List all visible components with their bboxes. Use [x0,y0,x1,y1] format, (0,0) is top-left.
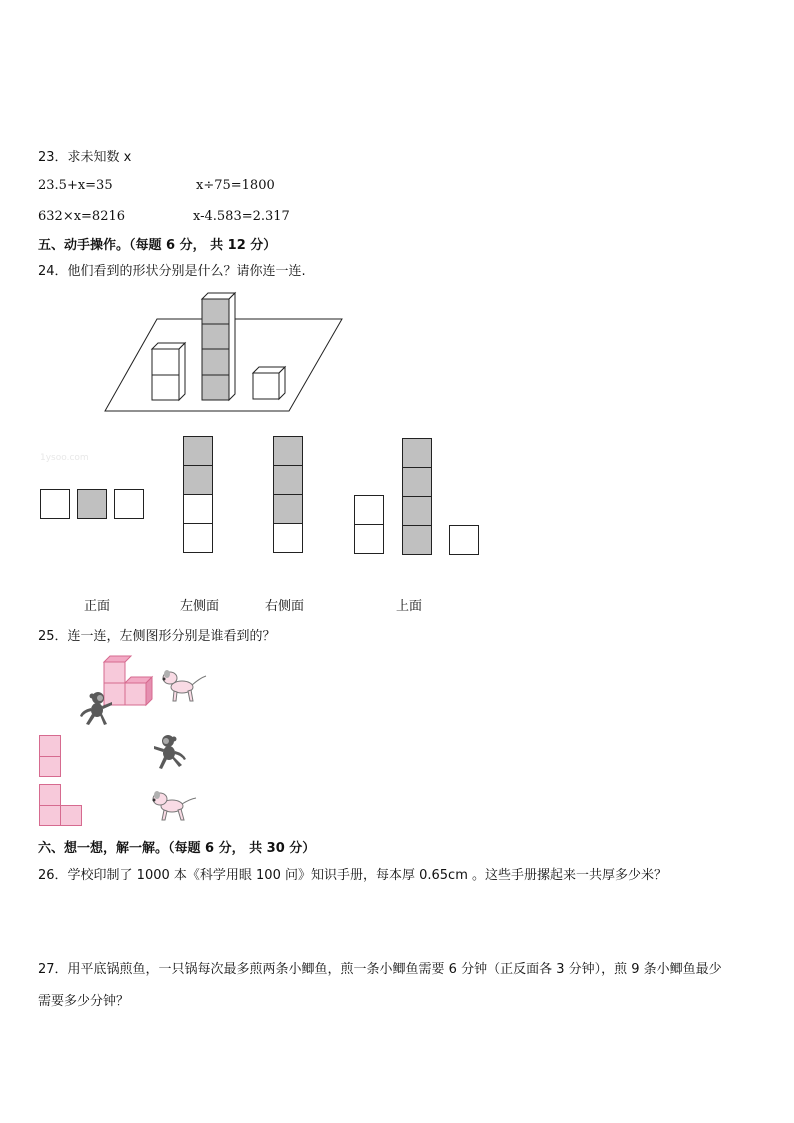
q27-line-2: 需要多少分钟？ [38,994,130,1009]
equation-3: 632×x=8216 [38,209,126,224]
section-5-title: 五、动手操作。（每题 6 分， 共 12 分） [38,238,277,253]
monkey-icon[interactable] [78,690,114,728]
watermark: 1ysoo.com [40,453,89,463]
monkey-icon[interactable] [152,733,188,771]
equation-4: x-4.583=2.317 [193,209,290,224]
q24-title: 24．他们看到的形状分别是什么？请你连一连. [38,264,306,279]
equation-2: x÷75=1800 [196,178,275,193]
label-top[interactable]: 上面 [396,599,423,614]
section-6-title: 六、想一想，解一解。（每题 6 分， 共 30 分） [38,841,316,856]
q27-line-1: 27．用平底锅煎鱼，一只锅每次最多煎两条小鲫鱼，煎一条小鲫鱼需要 6 分钟（正反面各 3 分钟），煎 9 条小鲫鱼最少 [38,962,722,977]
dog-icon[interactable] [160,668,208,704]
dog-icon[interactable] [150,787,198,823]
label-front[interactable]: 正面 [84,599,111,614]
label-left-side[interactable]: 左侧面 [180,599,220,614]
label-right-side[interactable]: 右侧面 [265,599,305,614]
q25-title: 25．连一连，左侧图形分别是谁看到的？ [38,629,276,644]
q26-text: 26．学校印制了 1000 本《科学用眼 100 问》知识手册，每本厚 0.65cm 。这些手册摞起来一共厚多少米？ [38,868,667,883]
q23-title: 23．求未知数 x [38,150,132,165]
equation-1: 23.5+x=35 [38,178,113,193]
